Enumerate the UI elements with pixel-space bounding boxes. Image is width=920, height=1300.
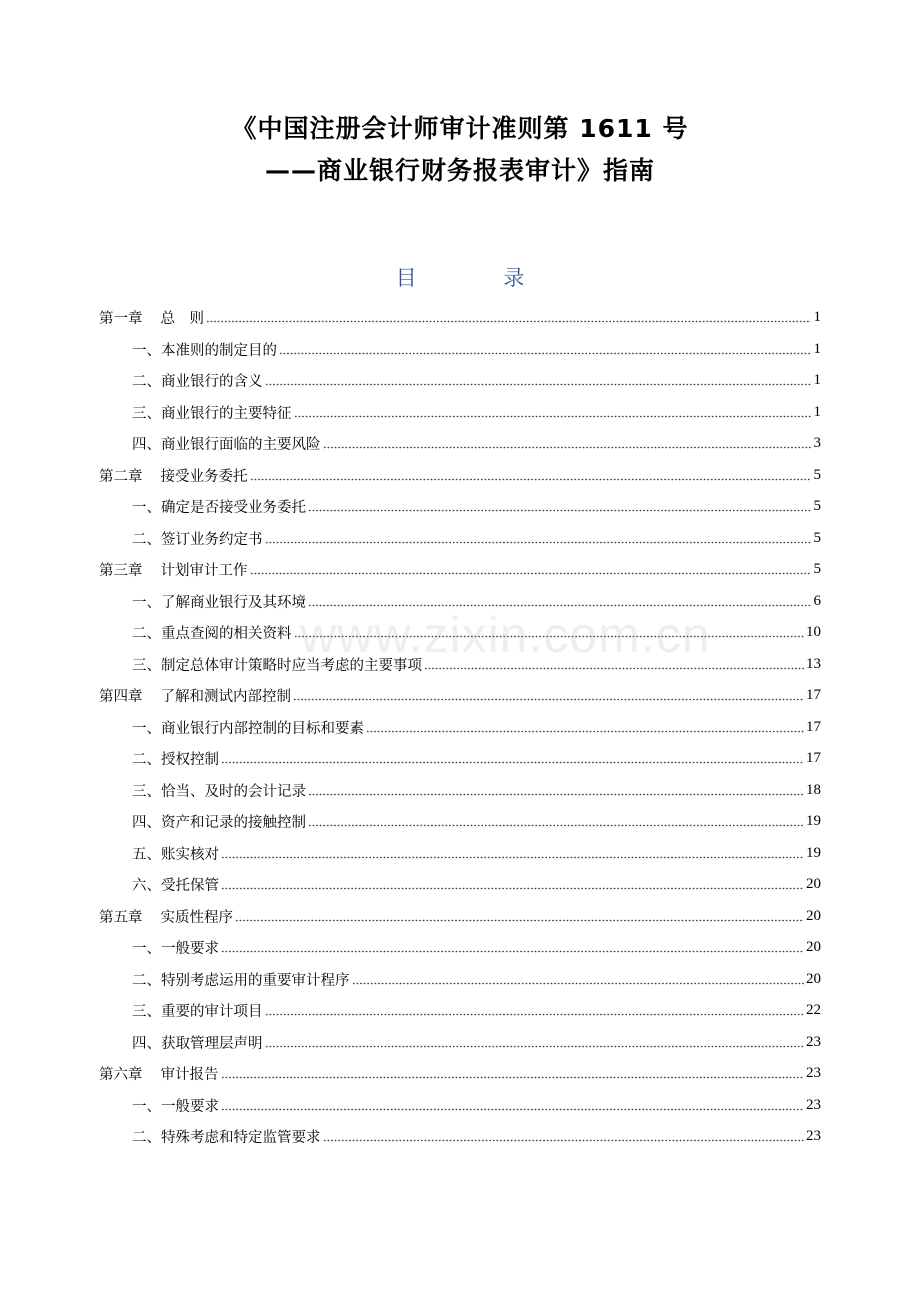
toc-page-number: 20 [806, 876, 821, 893]
toc-chapter-title: 了解和测试内部控制 [160, 689, 291, 706]
toc-entry-label [132, 717, 364, 738]
toc-page-number: 13 [806, 655, 821, 672]
toc-section-entry[interactable] [99, 743, 821, 775]
toc-entry-label [132, 1095, 219, 1116]
toc-chapter-title: 总 则 [160, 311, 204, 328]
toc-page-number: 3 [813, 435, 821, 452]
toc-entry-label [132, 496, 306, 517]
toc-section-title: 一、一般要求 [132, 941, 219, 958]
toc-section-title: 一、本准则的制定目的 [132, 342, 277, 359]
toc-dot-leader [279, 348, 811, 358]
toc-entry-label [132, 748, 219, 769]
toc-section-entry[interactable] [99, 838, 821, 870]
toc-dot-leader [294, 632, 805, 642]
toc-page-number: 23 [806, 1033, 821, 1050]
toc-dot-leader [308, 821, 804, 831]
toc-dot-leader [366, 726, 804, 736]
toc-chapter-number: 第一章 [99, 311, 143, 328]
toc-section-title: 四、商业银行面临的主要风险 [132, 437, 321, 454]
toc-section-title: 四、资产和记录的接触控制 [132, 815, 306, 832]
toc-entry-label [99, 906, 233, 927]
toc-chapter-number: 第二章 [99, 468, 143, 485]
toc-chapter-entry[interactable] [99, 901, 821, 933]
document-title-line-1: 《中国注册会计师审计准则第 1611 号 [231, 114, 689, 143]
toc-page-number: 1 [813, 372, 821, 389]
toc-section-title: 六、受托保管 [132, 878, 219, 895]
watermark: www.zixin.com.cn [300, 607, 711, 663]
toc-page-number: 20 [806, 970, 821, 987]
toc-dot-leader [250, 474, 812, 484]
toc-section-title: 一、了解商业银行及其环境 [132, 594, 306, 611]
toc-dot-leader [308, 789, 804, 799]
toc-entry-label [132, 622, 292, 643]
toc-dot-leader [294, 411, 812, 421]
toc-section-entry[interactable] [99, 995, 821, 1027]
toc-entry-label [99, 307, 204, 328]
toc-chapter-number: 第五章 [99, 909, 143, 926]
toc-dot-leader [265, 1041, 805, 1051]
toc-entry-label [132, 528, 263, 549]
toc-dot-leader [424, 663, 804, 673]
toc-page-number: 18 [806, 781, 821, 798]
toc-entry-label [132, 780, 306, 801]
toc-entry-label [132, 969, 350, 990]
toc-chapter-entry[interactable] [99, 554, 821, 586]
toc-dot-leader [206, 317, 811, 327]
toc-section-entry[interactable] [99, 586, 821, 618]
toc-entry-label [132, 339, 277, 360]
toc-page-number: 17 [806, 687, 821, 704]
toc-entry-label [132, 811, 306, 832]
toc-heading: 目 录 [395, 266, 565, 290]
toc-section-title: 五、账实核对 [132, 846, 219, 863]
toc-section-entry[interactable] [99, 775, 821, 807]
toc-dot-leader [323, 1136, 805, 1146]
toc-section-title: 二、重点查阅的相关资料 [132, 626, 292, 643]
toc-section-entry[interactable] [99, 649, 821, 681]
toc-page-number: 19 [806, 813, 821, 830]
toc-entry-label [132, 402, 292, 423]
toc-entry-label [132, 591, 306, 612]
toc-dot-leader [308, 600, 811, 610]
toc-chapter-number: 第三章 [99, 563, 143, 580]
toc-page-number: 5 [813, 561, 821, 578]
toc-page-number: 19 [806, 844, 821, 861]
toc-page-number: 5 [813, 466, 821, 483]
toc-page-number: 17 [806, 750, 821, 767]
toc-chapter-entry[interactable] [99, 302, 821, 334]
toc-section-entry[interactable] [99, 869, 821, 901]
toc-section-entry[interactable] [99, 806, 821, 838]
toc-dot-leader [293, 695, 804, 705]
toc-page-number: 20 [806, 939, 821, 956]
toc-section-title: 一、确定是否接受业务委托 [132, 500, 306, 517]
toc-entry-label [99, 465, 248, 486]
toc-dot-leader [265, 380, 812, 390]
toc-section-entry[interactable] [99, 1121, 821, 1153]
toc-dot-leader [235, 915, 804, 925]
toc-section-title: 二、签订业务约定书 [132, 531, 263, 548]
toc-entry-label [99, 559, 248, 580]
toc-chapter-title: 计划审计工作 [160, 563, 248, 580]
toc-section-entry[interactable] [99, 334, 821, 366]
toc-section-title: 三、恰当、及时的会计记录 [132, 783, 306, 800]
toc-section-entry[interactable] [99, 712, 821, 744]
toc-section-entry[interactable] [99, 523, 821, 555]
toc-section-entry[interactable] [99, 365, 821, 397]
toc-page-number: 10 [806, 624, 821, 641]
toc-section-title: 一、一般要求 [132, 1098, 219, 1115]
toc-chapter-entry[interactable] [99, 460, 821, 492]
toc-page-number: 1 [813, 403, 821, 420]
toc-section-entry[interactable] [99, 964, 821, 996]
toc-section-entry[interactable] [99, 1090, 821, 1122]
toc-chapter-entry[interactable] [99, 680, 821, 712]
toc-entry-label [132, 433, 321, 454]
toc-page-number: 23 [806, 1065, 821, 1082]
document-title [0, 108, 920, 192]
toc-dot-leader [308, 506, 811, 516]
toc-chapter-number: 第六章 [99, 1067, 143, 1084]
toc-dot-leader [265, 1010, 805, 1020]
toc-entry-label [132, 654, 422, 675]
toc-dot-leader [352, 978, 805, 988]
table-of-contents [99, 302, 821, 1153]
toc-entry-label [132, 370, 263, 391]
toc-entry-label [132, 874, 219, 895]
toc-section-entry[interactable] [99, 491, 821, 523]
toc-section-title: 三、商业银行的主要特征 [132, 405, 292, 422]
toc-section-entry[interactable] [99, 397, 821, 429]
toc-section-title: 二、授权控制 [132, 752, 219, 769]
toc-section-title: 二、特别考虑运用的重要审计程序 [132, 972, 350, 989]
toc-section-entry[interactable] [99, 932, 821, 964]
toc-section-title: 二、商业银行的含义 [132, 374, 263, 391]
toc-page-number: 5 [813, 498, 821, 515]
toc-section-title: 一、商业银行内部控制的目标和要素 [132, 720, 364, 737]
toc-section-title: 二、特殊考虑和特定监管要求 [132, 1130, 321, 1147]
toc-entry-label [99, 1063, 219, 1084]
toc-section-title: 三、制定总体审计策略时应当考虑的主要事项 [132, 657, 422, 674]
toc-page-number: 23 [806, 1096, 821, 1113]
toc-page-number: 1 [813, 309, 821, 326]
toc-chapter-title: 审计报告 [160, 1067, 219, 1084]
document-title-line-2: ——商业银行财务报表审计》指南 [264, 156, 655, 185]
toc-page-number: 6 [813, 592, 821, 609]
toc-dot-leader [221, 947, 804, 957]
toc-dot-leader [250, 569, 812, 579]
toc-section-entry[interactable] [99, 1027, 821, 1059]
toc-dot-leader [221, 1073, 805, 1083]
toc-section-title: 四、获取管理层声明 [132, 1035, 263, 1052]
toc-page-number: 22 [806, 1002, 821, 1019]
toc-entry-label [132, 1032, 263, 1053]
toc-chapter-entry[interactable] [99, 1058, 821, 1090]
toc-entry-label [99, 685, 291, 706]
toc-entry-label [132, 1126, 321, 1147]
toc-entry-label [132, 937, 219, 958]
toc-entry-label [132, 843, 219, 864]
toc-dot-leader [265, 537, 812, 547]
toc-page-number: 17 [806, 718, 821, 735]
toc-dot-leader [221, 758, 804, 768]
toc-dot-leader [323, 443, 812, 453]
toc-chapter-title: 实质性程序 [160, 909, 233, 926]
toc-section-entry[interactable] [99, 617, 821, 649]
toc-section-title: 三、重要的审计项目 [132, 1004, 263, 1021]
toc-dot-leader [221, 1104, 804, 1114]
toc-dot-leader [221, 884, 804, 894]
toc-page-number: 5 [813, 529, 821, 546]
toc-chapter-title: 接受业务委托 [160, 468, 248, 485]
toc-section-entry[interactable] [99, 428, 821, 460]
toc-entry-label [132, 1000, 263, 1021]
toc-chapter-number: 第四章 [99, 689, 143, 706]
toc-page-number: 20 [806, 907, 821, 924]
toc-page-number: 1 [813, 340, 821, 357]
toc-dot-leader [221, 852, 804, 862]
toc-page-number: 23 [806, 1128, 821, 1145]
